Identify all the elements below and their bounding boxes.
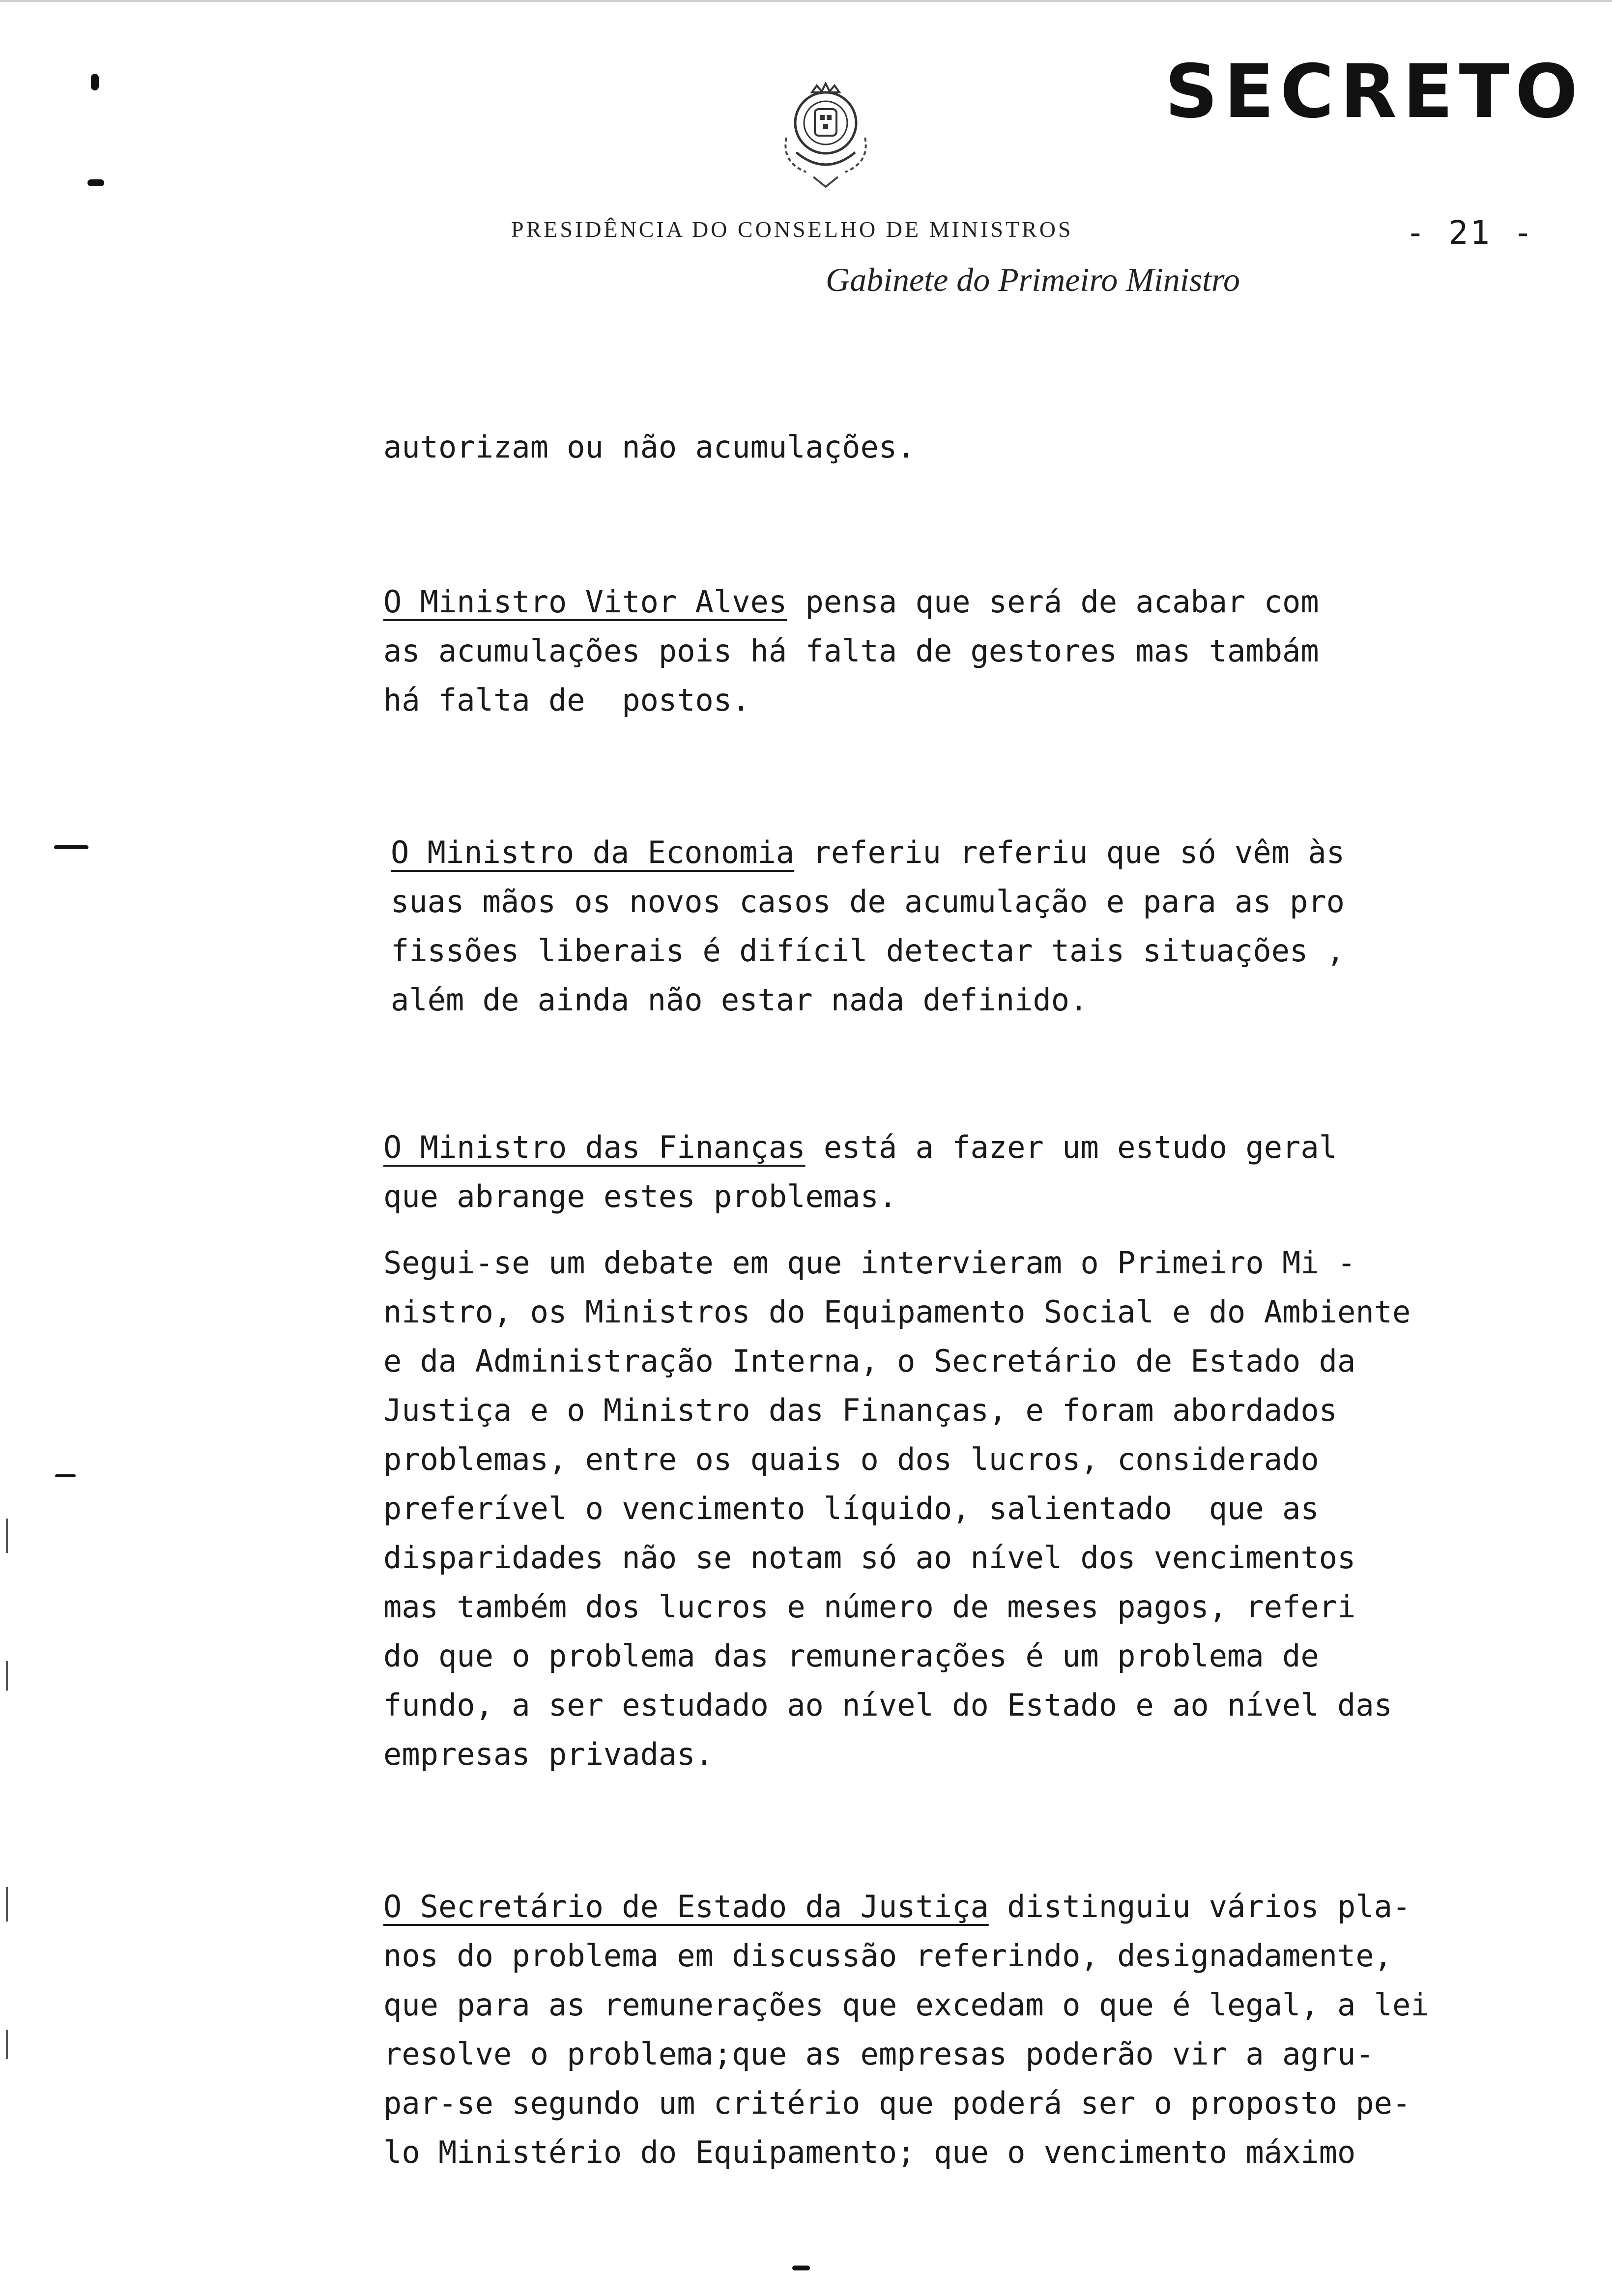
scan-mark bbox=[55, 1474, 76, 1477]
institution-header: PRESIDÊNCIA DO CONSELHO DE MINISTROS bbox=[511, 217, 1073, 242]
text-line: empresas privadas. bbox=[383, 1736, 714, 1772]
text-line: distinguiu vários pla- bbox=[988, 1889, 1411, 1924]
text-line: pensa que será de acabar com bbox=[787, 584, 1319, 620]
scan-mark bbox=[792, 2266, 810, 2270]
paragraph-1 bbox=[383, 423, 1514, 472]
text-line: mas também dos lucros e número de meses pagos, referi bbox=[383, 1589, 1356, 1625]
speaker-name: O Ministro Vitor Alves bbox=[383, 584, 787, 620]
text-line: Segui-se um debate em que intervieram o Primeiro Mi - bbox=[383, 1245, 1356, 1281]
margin-tick bbox=[6, 1519, 8, 1553]
speaker-name: O Ministro das Finanças bbox=[383, 1129, 806, 1165]
classification-stamp: SECRETO bbox=[1165, 49, 1584, 135]
paragraph-3 bbox=[391, 828, 1521, 1025]
text-line: fissões liberais é difícil detectar tais situações , bbox=[391, 933, 1345, 969]
text-line: nistro, os Ministros do Equipamento Social e do Ambiente bbox=[383, 1294, 1411, 1330]
text-line: está a fazer um estudo geral bbox=[805, 1129, 1338, 1165]
page-number: - 21 - bbox=[1406, 214, 1535, 252]
text-line: fundo, a ser estudado ao nível do Estado e ao nível das bbox=[383, 1687, 1392, 1723]
speaker-name: O Ministro da Economia bbox=[391, 834, 795, 870]
text-line: lo Ministério do Equipamento; que o vencimento máximo bbox=[383, 2134, 1356, 2170]
paragraph-2 bbox=[383, 577, 1514, 725]
margin-tick bbox=[6, 1661, 8, 1691]
text-line: disparidades não se notam só ao nível dos vencimentos bbox=[383, 1540, 1356, 1576]
text-line: problemas, entre os quais o dos lucros, considerado bbox=[383, 1441, 1319, 1477]
text-line: resolve o problema;que as empresas poderão vir a agru- bbox=[383, 2036, 1374, 2072]
text-line: há falta de postos. bbox=[383, 682, 750, 718]
paragraph-6 bbox=[383, 1882, 1514, 2177]
text-line: que abrange estes problemas. bbox=[383, 1178, 897, 1214]
text-line: que para as remunerações que excedam o que é legal, a lei bbox=[383, 1987, 1429, 2023]
scan-mark bbox=[91, 74, 99, 90]
paragraph-4 bbox=[383, 1123, 1514, 1221]
text-line: nos do problema em discussão referindo, designadamente, bbox=[383, 1938, 1392, 1974]
margin-tick bbox=[6, 1887, 8, 1922]
text-line: par-se segundo um critério que poderá ser o proposto pe- bbox=[383, 2085, 1411, 2121]
scan-mark bbox=[87, 179, 104, 186]
speaker-name: O Secretário de Estado da Justiça bbox=[383, 1889, 989, 1924]
text-line: suas mãos os novos casos de acumulação e para as pro bbox=[391, 884, 1345, 919]
text-line: Justiça e o Ministro das Finanças, e foram abordados bbox=[383, 1392, 1338, 1428]
page-top-edge bbox=[0, 0, 1612, 2]
office-script-line: Gabinete do Primeiro Ministro bbox=[826, 261, 1240, 298]
text-line: do que o problema das remunerações é um problema de bbox=[383, 1638, 1319, 1674]
text-line: preferível o vencimento líquido, salientado que as bbox=[383, 1491, 1319, 1526]
text-line: as acumulações pois há falta de gestores mas tambám bbox=[383, 633, 1319, 669]
scan-mark bbox=[54, 845, 88, 849]
coat-of-arms-seal-icon bbox=[767, 79, 885, 192]
text-line: autorizam ou não acumulações. bbox=[383, 429, 916, 465]
text-line: além de ainda não estar nada definido. bbox=[391, 982, 1088, 1018]
margin-tick bbox=[6, 2030, 8, 2059]
text-line: e da Administração Interna, o Secretário de Estado da bbox=[383, 1343, 1356, 1379]
paragraph-5 bbox=[383, 1238, 1514, 1779]
text-line: referiu referiu que só vêm às bbox=[794, 834, 1345, 870]
